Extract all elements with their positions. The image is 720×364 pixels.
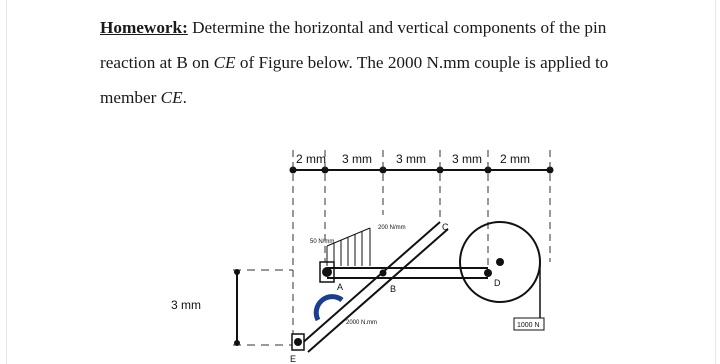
label-c: C <box>442 222 449 232</box>
hanging-load-label: 1000 N <box>517 322 540 329</box>
distributed-load-left-label: 50 N/mm <box>310 239 335 245</box>
dim-label-4: 3 mm <box>452 152 482 166</box>
member-ce-lower <box>308 229 448 352</box>
label-e: E <box>290 354 297 364</box>
homework-label: Homework: <box>100 18 188 37</box>
couple-arc <box>316 297 342 320</box>
dim-label-5: 2 mm <box>500 152 530 166</box>
pin-b <box>380 270 387 277</box>
problem-text-3a: member <box>100 88 161 107</box>
member-ce-ref-2: CE <box>160 88 183 107</box>
dim-label-1: 2 mm <box>296 152 326 166</box>
pin-d <box>484 269 492 277</box>
problem-text-1: Determine the horizontal and vertical components of the pin <box>187 18 607 37</box>
left-dim-label: 3 mm <box>171 298 201 312</box>
extension-lines <box>293 150 550 340</box>
dim-label-3: 3 mm <box>396 152 426 166</box>
pulley-center <box>496 258 504 266</box>
label-d: D <box>494 278 501 288</box>
label-b: B <box>390 284 397 294</box>
distributed-load-top-label: 200 N/mm <box>378 225 406 231</box>
dim-label-2: 3 mm <box>342 152 372 166</box>
label-a: A <box>337 282 344 292</box>
pin-e <box>294 338 302 346</box>
distributed-load <box>327 228 370 266</box>
left-dim-tick-bottom <box>234 340 240 346</box>
couple-label: 2000 N.mm <box>346 320 378 326</box>
problem-text-2a: reaction at B on <box>100 53 214 72</box>
member-ce-ref: CE <box>213 53 236 72</box>
left-dim-tick-top <box>234 269 240 275</box>
problem-text-3b: . <box>182 88 187 107</box>
problem-text-2b: of Figure below. The 2000 N.mm couple is applied to <box>235 53 609 72</box>
